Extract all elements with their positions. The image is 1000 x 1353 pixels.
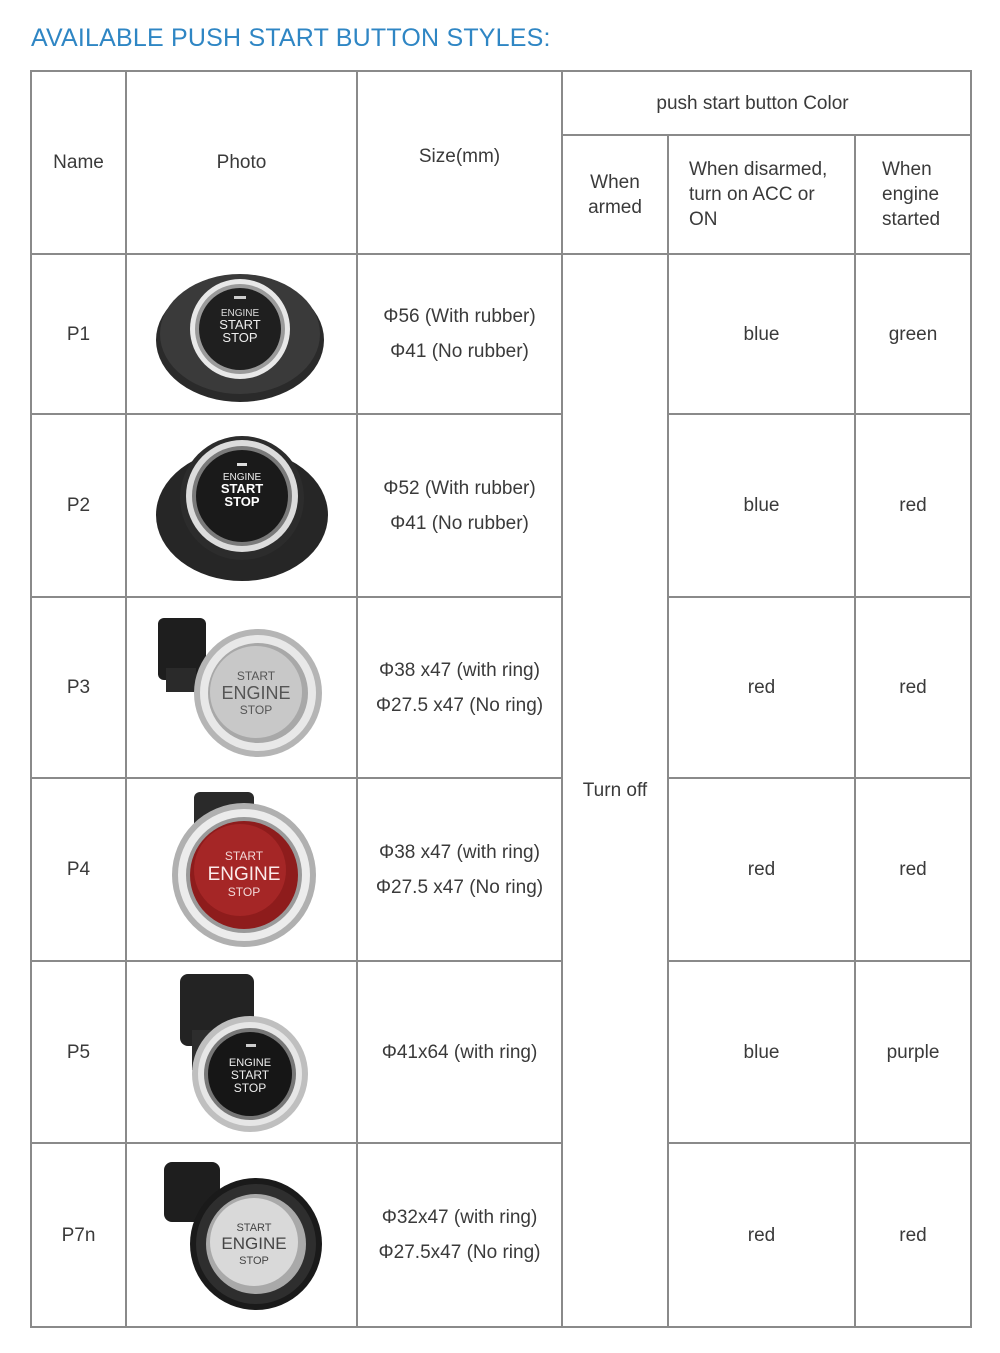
header-size: Size(mm) [418,146,501,167]
row-started-color: purple [886,1041,940,1063]
row-name: P7n [61,1224,96,1246]
row-size: Φ41x64 (with ring) [381,1041,538,1063]
button-label: ENGINE [228,1057,272,1069]
button-label: STOP [239,1255,269,1267]
row-size: Φ52 (With rubber) Φ41 (No rubber) [383,477,536,534]
button-label: ENGINE [222,472,262,483]
button-label: STOP [227,885,261,899]
row-started-color: red [899,677,927,698]
row-name: P1 [66,323,91,345]
header-photo: Photo [216,152,267,173]
header-when-disarmed: When disarmed, turn on ACC or ON [689,159,828,230]
button-label: STOP [233,1081,267,1095]
button-label: ENGINE [221,683,291,703]
row-started-color: red [899,859,927,880]
row-started-color: red [899,1224,927,1246]
table-border-right [970,70,972,1328]
table-border-bottom [30,1326,972,1328]
button-photo-p3 [156,608,326,766]
row-started-color: red [899,495,927,516]
button-label: STOP [239,703,273,717]
row-name: P2 [66,495,91,516]
row-disarmed-color: blue [743,1041,780,1063]
button-label: STOP [222,330,258,345]
header-when-armed: When armed [588,171,642,218]
row-name: P3 [66,677,91,698]
button-label: START [236,1222,272,1234]
button-label: STOP [224,494,260,509]
button-label: START [236,669,276,683]
button-label: START [220,481,264,496]
row-started-color: green [888,323,938,345]
button-photo-p4 [164,790,324,950]
header-color-group: push start button Color [656,92,849,114]
col-divider [125,70,127,1328]
row-name: P5 [66,1041,91,1063]
header-when-started: When engine started [882,159,941,230]
row-disarmed-color: red [747,859,776,880]
button-label: START [230,1068,270,1082]
row-disarmed-color: blue [743,495,780,516]
row-disarmed-color: red [747,677,776,698]
button-label: ENGINE [220,308,260,319]
button-label: ENGINE [221,1234,287,1253]
row-disarmed-color: red [747,1224,776,1246]
button-photo-p2 [152,423,332,585]
row-size: Φ38 x47 (with ring) Φ27.5 x47 (No ring) [375,841,544,898]
row-name: P4 [66,859,91,880]
row-size: Φ56 (With rubber) Φ41 (No rubber) [383,306,536,362]
button-label: START [219,317,261,332]
row-disarmed-color: blue [743,323,780,345]
row-size: Φ32x47 (with ring) Φ27.5x47 (No ring) [378,1207,541,1263]
row-size: Φ38 x47 (with ring) Φ27.5 x47 (No ring) [375,659,544,716]
header-name: Name [53,152,104,173]
button-photo-p5 [166,970,316,1134]
button-label: START [224,849,264,863]
button-styles-table [30,70,972,1328]
button-label: ENGINE [207,864,281,885]
page-heading: AVAILABLE PUSH START BUTTON STYLES: [31,24,551,52]
button-photo-p1 [150,262,330,407]
armed-merged-cell: Turn off [582,780,648,801]
button-photo-p7n [160,1156,325,1316]
